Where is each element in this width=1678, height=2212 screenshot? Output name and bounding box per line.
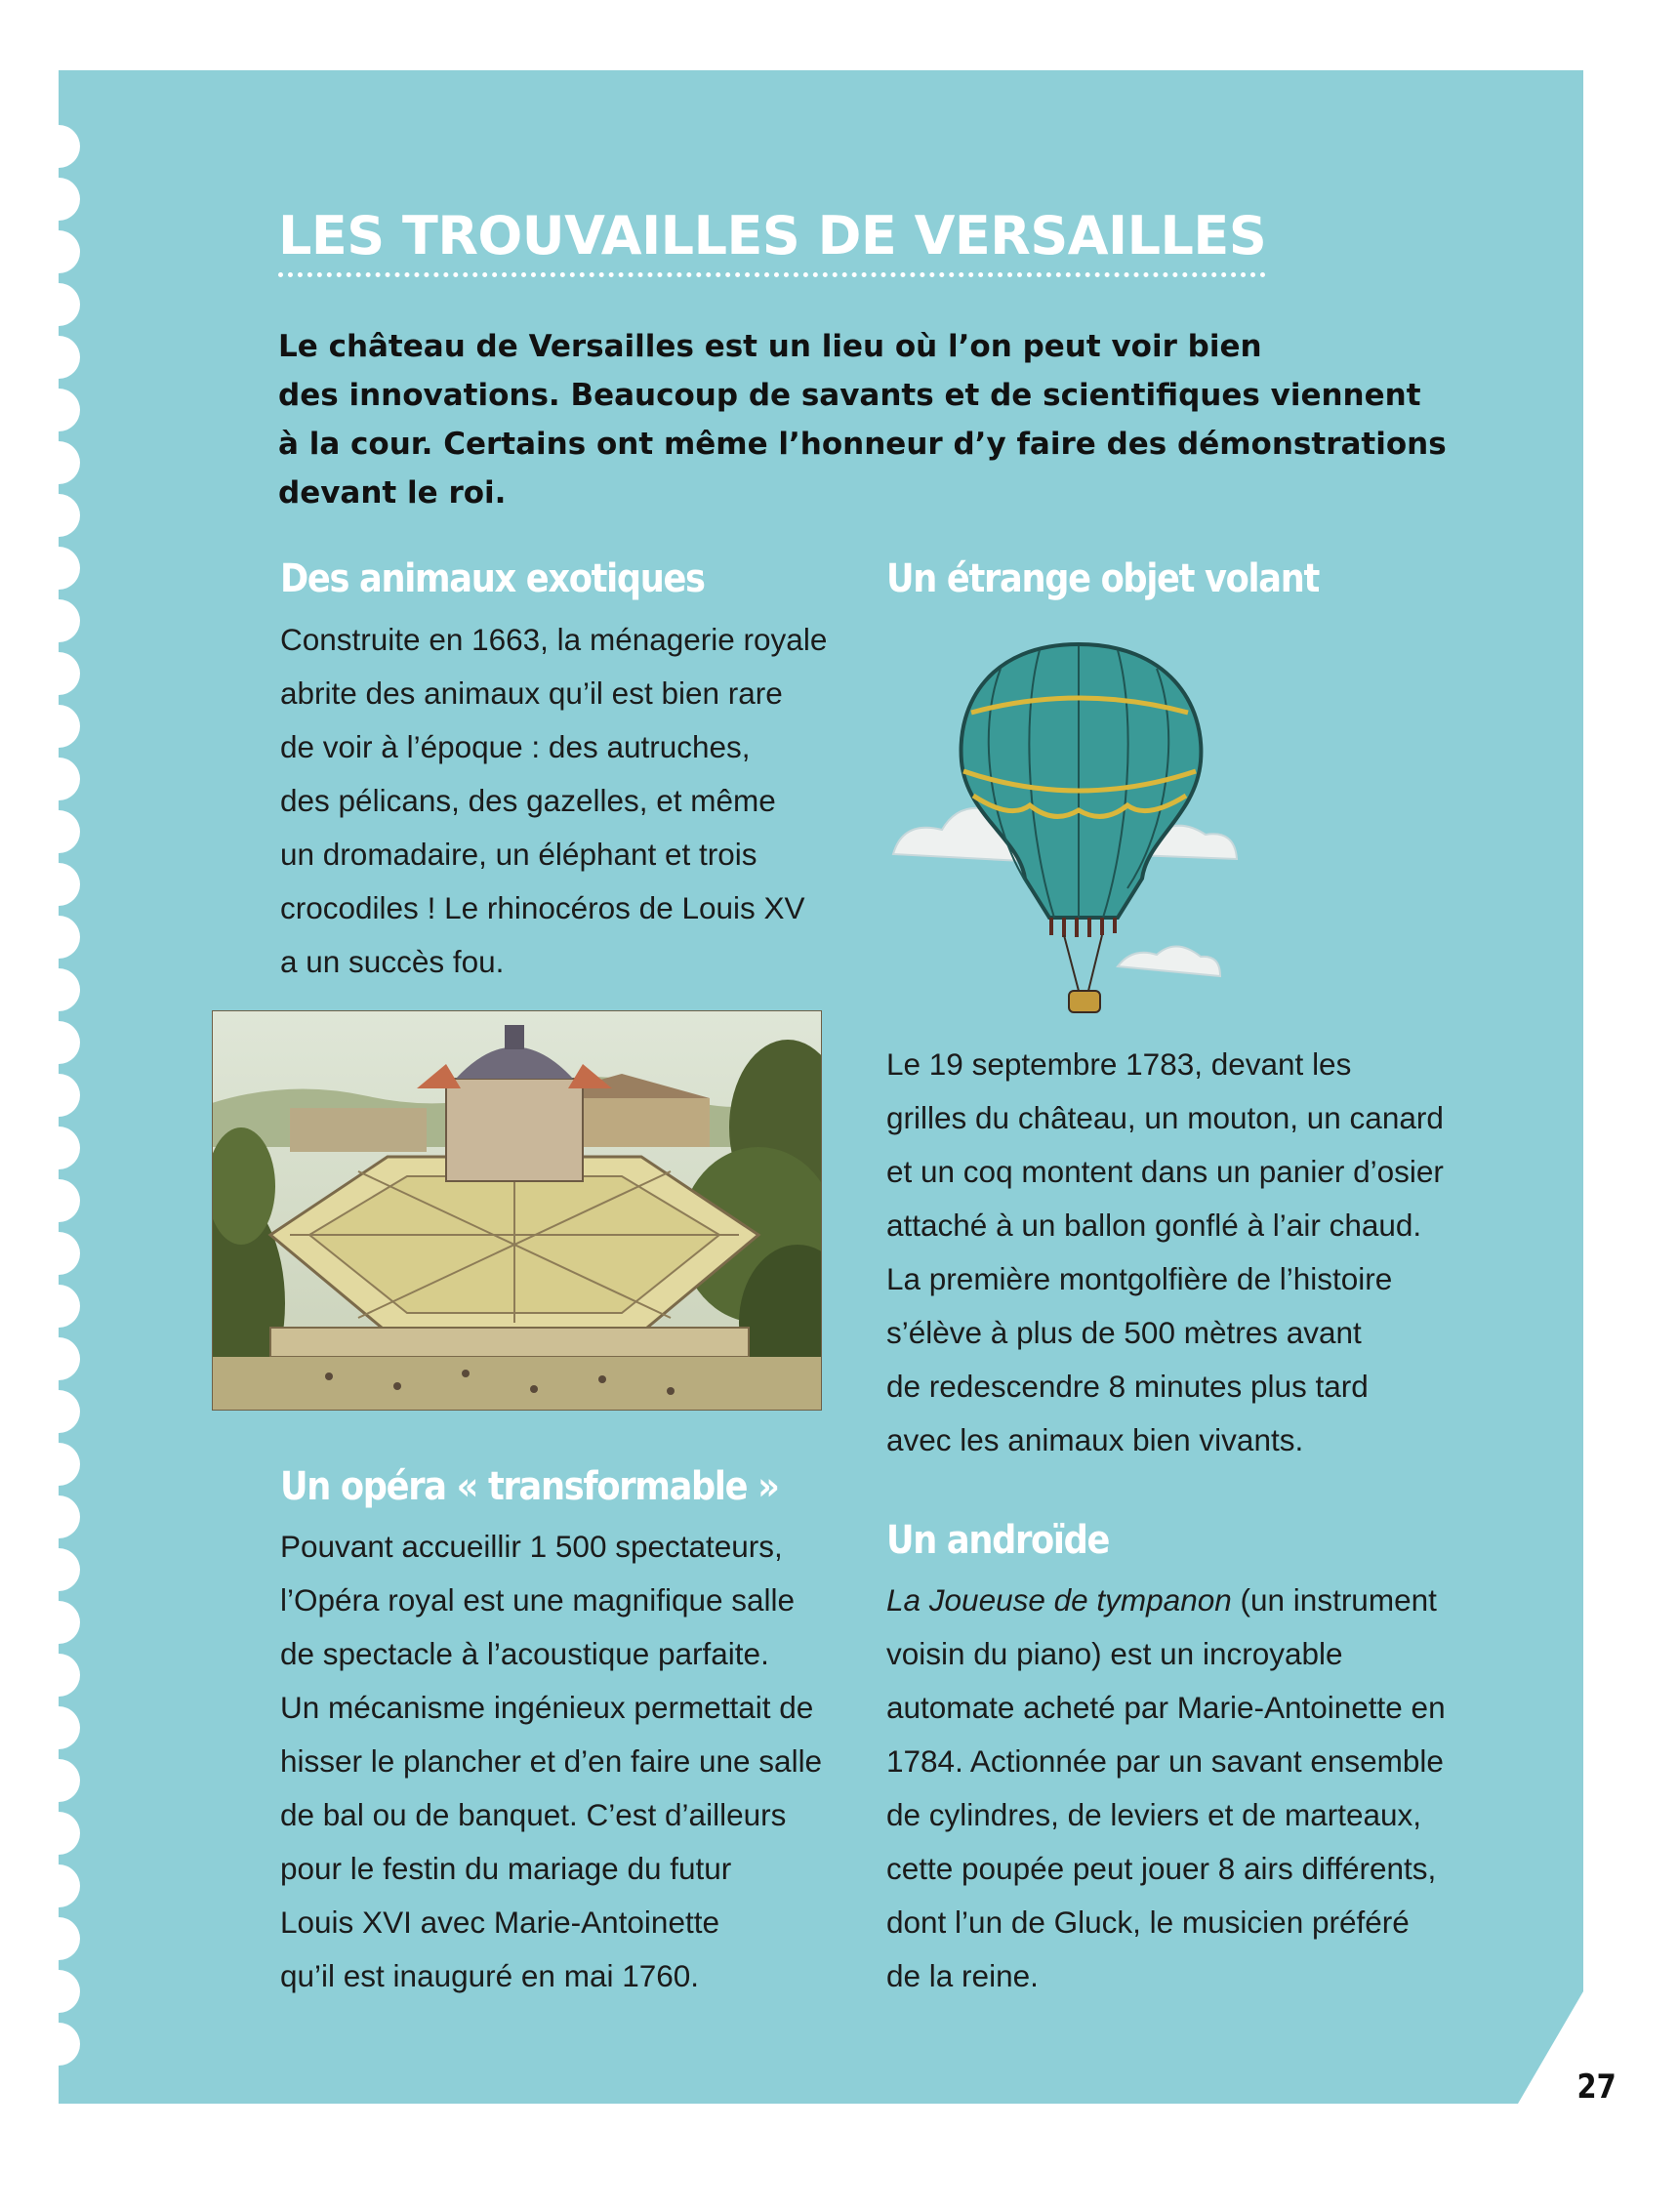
text-line: hisser le plancher et d’en faire une salle (280, 1743, 823, 1779)
binding-hole (37, 758, 80, 800)
text-line: qu’il est inauguré en mai 1760. (280, 1958, 700, 1993)
binding-hole (37, 1601, 80, 1644)
binding-hole (37, 810, 80, 853)
text-line: crocodiles ! Le rhinocéros de Louis XV (280, 890, 805, 925)
text-line: des pélicans, des gazelles, et même (280, 783, 776, 818)
binding-hole (37, 230, 80, 273)
page-title: LES TROUVAILLES DE VERSAILLES (278, 205, 1266, 277)
binding-hole (37, 1759, 80, 1802)
binding-hole (37, 2023, 80, 2066)
text-line: Pouvant accueillir 1 500 spectateurs, (280, 1529, 783, 1564)
text-line: avec les animaux bien vivants. (886, 1422, 1304, 1457)
text-line: de cylindres, de leviers et de marteaux, (886, 1797, 1422, 1832)
text-line (886, 1574, 1472, 1627)
binding-hole (37, 705, 80, 748)
binding-hole (37, 1232, 80, 1275)
text-line: pour le festin du mariage du futur (280, 1851, 732, 1886)
text-line: Le 19 septembre 1783, devant les (886, 1046, 1352, 1082)
binding-hole (37, 1074, 80, 1117)
binding-hole (37, 1812, 80, 1855)
menagerie-engraving (212, 1010, 822, 1411)
text-line: La première montgolfière de l’histoire (886, 1261, 1393, 1296)
text-line: un dromadaire, un éléphant et trois (280, 837, 757, 872)
binding-hole (37, 1126, 80, 1169)
binding-hole (37, 863, 80, 906)
binding-hole (37, 652, 80, 695)
page-number: 27 (1576, 2068, 1617, 2107)
binding-hole (37, 599, 80, 642)
text-line: Louis XVI avec Marie-Antoinette (280, 1905, 719, 1940)
binding-hole (37, 968, 80, 1011)
intro-line: à la cour. Certains ont même l’honneur d’y faire des démonstrations (278, 427, 1447, 462)
intro-line: devant le roi. (278, 475, 507, 511)
text-line: a un succès fou. (280, 944, 505, 979)
binding-hole (37, 1917, 80, 1960)
binding-hole (37, 1337, 80, 1380)
text-line: cette poupée peut jouer 8 airs différents, (886, 1851, 1437, 1886)
text-opera (280, 1520, 827, 2003)
heading-androide: Un androïde (886, 1518, 1110, 1563)
work-title: La Joueuse de tympanon (886, 1582, 1232, 1618)
text-line: et un coq montent dans un panier d’osier (886, 1154, 1444, 1189)
binding-hole (37, 1548, 80, 1591)
text-line: de spectacle à l’acoustique parfaite. (280, 1636, 769, 1671)
text-line: attaché à un ballon gonflé à l’air chaud. (886, 1208, 1422, 1243)
text-line: s’élève à plus de 500 mètres avant (886, 1315, 1362, 1350)
montgolfiere-illustration (883, 625, 1313, 1035)
binding-hole (37, 1390, 80, 1433)
binding-hole (37, 494, 80, 537)
binding-holes (37, 125, 80, 2066)
text-line: de redescendre 8 minutes plus tard (886, 1369, 1369, 1404)
text-line: automate acheté par Marie-Antoinette en (886, 1690, 1446, 1725)
binding-hole (37, 1495, 80, 1538)
text-line: 1784. Actionnée par un savant ensemble (886, 1743, 1444, 1779)
heading-animaux: Des animaux exotiques (280, 556, 705, 601)
binding-hole (37, 1864, 80, 1907)
binding-hole (37, 1654, 80, 1697)
binding-hole (37, 1443, 80, 1486)
binding-hole (37, 389, 80, 431)
binding-hole (37, 441, 80, 484)
binding-hole (37, 283, 80, 326)
text-fragment: (un instrument (1231, 1582, 1437, 1618)
text-line: dont l’un de Gluck, le musicien préféré (886, 1905, 1410, 1940)
binding-hole (37, 1021, 80, 1064)
heading-opera: Un opéra « transformable » (280, 1464, 779, 1509)
binding-hole (37, 125, 80, 168)
text-line: l’Opéra royal est une magnifique salle (280, 1582, 796, 1618)
text-line: Un mécanisme ingénieux permettait de (280, 1690, 814, 1725)
text-animaux (280, 613, 827, 989)
intro-line: Le château de Versailles est un lieu où l’on peut voir bien (278, 329, 1262, 364)
binding-hole (37, 1970, 80, 2013)
text-androide (886, 1574, 1472, 2003)
text-line: voisin du piano) est un incroyable (886, 1636, 1343, 1671)
binding-hole (37, 547, 80, 590)
text-line: de voir à l’époque : des autruches, (280, 729, 751, 764)
intro-line: des innovations. Beaucoup de savants et de scientifiques viennent (278, 378, 1421, 413)
heading-objet-volant: Un étrange objet volant (886, 556, 1319, 601)
intro-paragraph (278, 322, 1450, 517)
text-line: grilles du château, un mouton, un canard (886, 1100, 1444, 1135)
binding-hole (37, 1285, 80, 1328)
text-objet-volant (886, 1038, 1472, 1467)
text-line: abrite des animaux qu’il est bien rare (280, 676, 783, 711)
text-line: Construite en 1663, la ménagerie royale (280, 622, 828, 657)
binding-hole (37, 1179, 80, 1222)
binding-hole (37, 178, 80, 221)
binding-hole (37, 916, 80, 959)
text-line: de bal ou de banquet. C’est d’ailleurs (280, 1797, 787, 1832)
text-line: de la reine. (886, 1958, 1039, 1993)
binding-hole (37, 1706, 80, 1749)
binding-hole (37, 336, 80, 379)
